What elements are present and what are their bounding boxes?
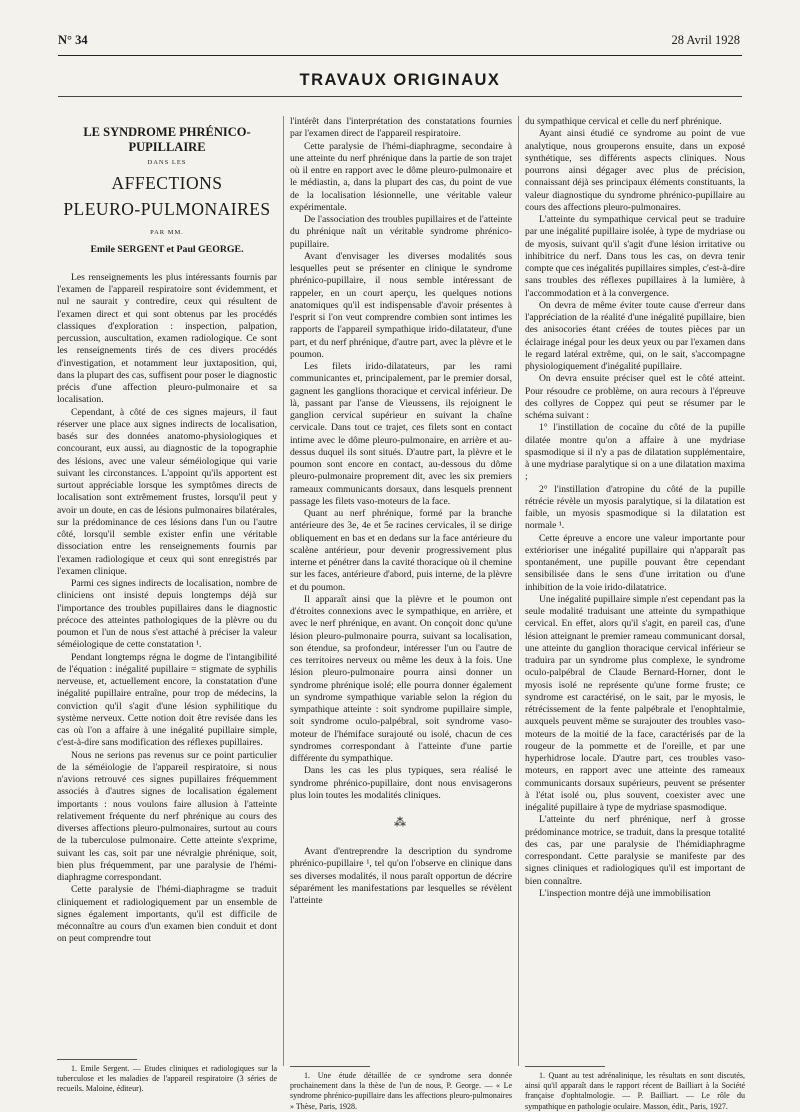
column-2 xyxy=(290,116,512,1111)
paragraph: Une inégalité pupillaire simple n'est cependant pas la seule modalité traduisant une atteinte du sympathique cervical. En effet, alors qu'il s'agit, en pareil cas, d'une lésion atteignant le premier rameau communicant dorsal, une atteinte du ganglion thoracique cervical inférieur se traduira par un syndrome plus complexe, le syndrome oculo-palpébral de Claude Bernard-Horner, dont le myosis isolé ne représente qu'une forme fruste; ce syndrome est caractérisé, on le sait, par le myosis, le rétrécissement de la fente palpébrale et l'enophtalmie, auxquels peuvent même se surajouter des troubles vaso-moteurs de la moitié de la face, caractérisés par de la rougeur de la pommette et de l'oreille, et par une hyperhidrose locale. D'autre part, ces troubles vaso-moteurs, en rapport avec une atteinte des rameaux communicants dorsaux supérieurs, peuvent se présenter à l'état isolé ou, plus souvent, coexister avec une inégalité pupillaire à type de mydriase spasmodique. xyxy=(525,593,745,813)
paragraph: Nous ne serions pas revenus sur ce point particulier de la séméiologie de l'appareil respiratoire, si nous n'avions retrouvé ces signes pupillaires fréquemment associés à d'autres signes de localisation également importants : nous voulons faire allusion à l'atteinte relativement fréquente du nerf phrénique au cours des diverses affections pleuro-pulmonaires, surtout au cours de la tuberculose pulmonaire. Cette atteinte s'exprime, suivant les cas, soit par une névralgie phrénique, soit, bien plus fréquemment, par une paralysie de l'hémi-diaphragme correspondant. xyxy=(57,749,277,883)
footnote-block xyxy=(290,1056,512,1112)
article-title-connector: DANS LES xyxy=(147,159,187,166)
footnote-block xyxy=(57,1049,277,1095)
issue-date: 28 Avril 1928 xyxy=(671,33,740,47)
paragraph: Cette paralysie de l'hémi-diaphragme se traduit cliniquement et radiologiquement par un ensemble de signes également importants, qu'il est difficile de méconnaître au cours d'un examen bien conduit et dont on peut comprendre tout xyxy=(57,884,277,945)
paragraph: Avant d'entreprendre la description du syndrome phrénico-pupillaire ¹, tel qu'on l'observe en clinique dans ses diverses modalités, il nous paraît opportun de décrire séparément les manifestations par lesquelles se révèlent l'atteinte xyxy=(290,846,512,906)
article-title-affections: AFFECTIONS xyxy=(111,173,223,194)
paragraph: Quant au nerf phrénique, formé par la branche antérieure des 3e, 4e et 5e racines cervicales, il se dirige obliquement en bas et en dedans sur la face antérieure du scalène antérieur, pour devenir progressivement plus interne et pénétrer dans la cavité thoracique où il chemine sur les faces, antérieure d'abord, puis interne, de la plèvre et du poumon. xyxy=(290,508,512,593)
paragraph: Les filets irido-dilatateurs, par les rami communicantes et, principalement, par le premier dorsal, gagnent les ganglions thoracique et cervical inférieur. De là, passant par l'anse de Vieussens, ils rejoignent le ganglion cervical supérieur en suivant la chaîne cervicale. Dans tout ce trajet, ces filets sont en contact intime avec le dôme pleuro-pulmonaire, en arrière et au-dessus duquel ils sont situés. D'autre part, la plèvre et le poumon sont encore en contact, au-dessous du dôme pleuro-pulmonaire proprement dit, avec les six premiers rameaux communicants dorsaux, dans lesquels prennent passage les filets vaso-moteurs de la face. xyxy=(290,361,512,507)
paragraph: Pendant longtemps régna le dogme de l'intangibilité de l'équation : inégalité pupillaire = stigmate de syphilis nerveuse, et, actuellement encore, la constatation d'une inégalité pupillaire entraîne, pour trop de médecins, la conviction qu'il s'agit d'une lésion syphilitique du système nerveux. Cette notion doit être revisée dans les cas où l'on a affaire à une inégalité pupillaire simple, c'est-à-dire sans modification des réflexes pupillaires. xyxy=(57,651,277,749)
paragraph: L'inspection montre déjà une immobilisation xyxy=(539,887,711,899)
issue-number: N° 34 xyxy=(58,33,88,47)
footnote-rule xyxy=(525,1066,605,1067)
paragraph: l'intérêt dans l'interprétation des constatations fournies par l'examen direct de l'appareil respiratoire. xyxy=(290,116,512,140)
paragraph: On devra ensuite préciser quel est le côté atteint. Pour résoudre ce problème, on aura recours à l'épreuve des collyres de Coppez qui peut se résumer par le schéma suivant : xyxy=(525,373,745,421)
paragraph: Ayant ainsi étudié ce syndrome au point de vue analytique, nous grouperons ensuite, dans un exposé synthétique, ses différents aspects cliniques. Nous pourrons ainsi dégager avec plus de précision, connaissant déjà ses principaux éléments constituants, la valeur diagnostique du syndrome phrénico-pupillaire au cours des affections pleuro-pulmonaires. xyxy=(525,128,745,213)
paragraph: du sympathique cervical et celle du nerf phrénique. xyxy=(525,116,722,127)
footnote-rule xyxy=(290,1066,370,1067)
header-rule xyxy=(58,55,742,56)
section-separator-stars: ⁂ xyxy=(394,815,408,829)
footnote-block xyxy=(525,1056,745,1112)
column-3 xyxy=(525,116,745,1111)
paragraph: Dans les cas les plus typiques, sera réalisé le syndrome phrénico-pupillaire, dont nous envisagerons plus loin toutes les modalités cliniques. xyxy=(290,765,512,801)
paragraph: Cette paralysie de l'hémi-diaphragme, secondaire à une atteinte du nerf phrénique dans la partie de son trajet où il entre en rapport avec le dôme pleuro-pulmonaire et le médiastin, a, dans la plupart des cas, du point de vue de la localisation lésionnelle, une véritable valeur expérimentale. xyxy=(290,140,512,213)
footnote: 1. Emile Sergent. — Etudes cliniques et radiologiques sur la tuberculose et les maladies de l'appareil respiratoire (3 séries de recueils. Maloine, éditeur). xyxy=(57,1064,277,1094)
paragraph: L'atteinte du sympathique cervical peut se traduire par une inégalité pupillaire isolée, à type de mydriase ou de myosis, suivant qu'il s'agit d'une lésion irritative ou inhibitrice du nerf. Dans tous les cas, on devra tenir compte que ces inégalités pupillaires simples, c'est-à-dire sans troubles des réflexes pupillaires à la lumière, à l'accommodation et à la convergence. xyxy=(525,214,745,299)
footnote: 1. Une étude détaillée de ce syndrome sera donnée prochainement dans la thèse de l'un de nous, P. George. — « Le syndrome phrénico-pupillaire dans les affections pleuro-pulmonaires » Thèse, Paris, 1928. xyxy=(290,1071,512,1111)
article-title: LE SYNDROME PHRÉNICO-PUPILLAIRE xyxy=(83,125,251,154)
paragraph: Les renseignements les plus intéressants fournis par l'examen de l'appareil respiratoire sont évidemment, et nul ne saurait y contredire, ceux qui résultent de l'examen direct et qui sont obtenus par les procédés classiques d'exploration : inspection, palpation, percussion, auscultation, examen radiologique. Ce sont les renseignements tirés de ces divers procédés d'investigation, et notamment leur juxtaposition, qui, dans la plupart des cas, suffisent pour poser le diagnostic précis d'une affection pleuro-pulmonaire et sa localisation. xyxy=(57,271,277,406)
article-title-pleuro: PLEURO-PULMONAIRES xyxy=(63,199,271,220)
paragraph: 2° l'instillation d'atropine du côté de la pupille rétrécie révèle un myosis paralytique, si la dilatation est faible, un myosis spasmodique si la dilatation est normale ¹. xyxy=(525,483,745,532)
paragraph: Cependant, à côté de ces signes majeurs, il faut réserver une place aux signes indirects de localisation, basés sur des données anatomo-physiologiques et concourant, eux aussi, au diagnostic de la topographie des lésions, avec une valeur séméiologique qui varie suivant les circonstances. L'appoint qu'ils apportent est surtout appréciable lorsque les symptômes directs de localisation sont extrêmement frustes, lorsqu'il peut y avoir un doute, en cas de lésions pulmonaires bilatérales, sur la prédominance de ces lésions dans l'un ou l'autre côté, lorsqu'il semble exister enfin une véritable dissociation entre les renseignements fournis par l'examen radiologique et ceux qui sont enregistrés par l'examen clinique. xyxy=(57,406,277,577)
footnote: 1. Quant au test adrénalinique, les résultats en sont discutés, ainsi qu'il apparaît dans le rapport récent de Bailliart à la Société française d'ophtalmologie. — P. Bailliart. — Le rôle du sympathique en pathologie oculaire. Masson, édit., Paris, 1927. xyxy=(525,1071,745,1111)
paragraph: Parmi ces signes indirects de localisation, nombre de cliniciens ont insisté depuis longtemps déjà sur l'importance des troubles pupillaires dans le diagnostic précoce des atteintes pathologiques de la plèvre ou du poumon et l'un de nous s'est attaché à préciser la valeur séméiologique de cette constatation ¹. xyxy=(57,578,277,651)
section-rule xyxy=(58,96,742,97)
column-divider xyxy=(518,116,519,1066)
section-title: TRAVAUX ORIGINAUX xyxy=(299,71,501,89)
article-authors: Emile SERGENT et Paul GEORGE. xyxy=(90,243,244,255)
byline-prefix: PAR MM. xyxy=(150,229,184,237)
column-1 xyxy=(57,119,277,1094)
footnote-rule xyxy=(57,1059,137,1060)
paragraph: L'atteinte du nerf phrénique, nerf à grosse prédominance motrice, se traduit, dans la presque totalité des cas, par une paralysie de l'hémidiaphragme correspondant. Cette paralysie se manifeste par des signes cliniques et radiologiques qu'il est important de bien connaître. xyxy=(525,814,745,887)
paragraph: On devra de même éviter toute cause d'erreur dans l'appréciation de la réalité d'une inégalité pupillaire, bien des anisocories étant créées de toutes pièces par un éclairage inégal pour les deux yeux ou par l'examen dans le regard latéral extrême, qui, on le sait, s'accompagne physiologiquement d'inégalité pupillaire. xyxy=(525,299,745,372)
column-divider xyxy=(283,116,284,1066)
paragraph: 1° l'instillation de cocaïne du côté de la pupille dilatée montre qu'on a affaire à une mydriase spasmodique si il n'y a pas de dilatation supplémentaire, à une mydriase paralytique si on a une dilatation maxima ; xyxy=(525,422,745,483)
paragraph: Avant d'envisager les diverses modalités sous lesquelles peut se présenter en clinique le syndrome phrénico-pupillaire, il nous semble intéressant de rappeler, en un court aperçu, les quelques notions anatomiques qu'il est indispensable d'avoir présentes à l'esprit si l'on veut comprendre combien sont intimes les rapports de l'appareil sympathique irido-dilatateur, d'une part, et du nerf phrénique, d'autre part, avec la plèvre et le poumon. xyxy=(290,250,512,360)
paragraph: Il apparaît ainsi que la plèvre et le poumon ont d'étroites connexions avec le sympathique, en arrière, et avec le nerf phrénique, en avant. On conçoit donc qu'une lésion pleuro-pulmonaire pourra, suivant sa localisation, son étendue, sa profondeur, intéresser l'un ou l'autre de ces territoires nerveux ou même les deux à la fois. Une lésion pleuro-pulmonaire pourra ainsi donner un syndrome phrénique isolé; elle pourra donner également un syndrome sympathique variable selon la région du sympathique atteinte : soit syndrome pupillaire simple, soit syndrome oculo-palpébral, soit syndrome vaso-moteur de l'hémiface surajouté ou isolé, chacun de ces syndromes correspondant à l'atteinte d'une partie différente du sympathique. xyxy=(290,593,512,764)
paragraph: Cette épreuve a encore une valeur importante pour extérioriser une inégalité pupillaire qui n'apparaît pas spontanément, une pupille pouvant être cependant sensibilisée dans le sens d'une irritation ou d'une inhibition de la voie irido-dilatatrice. xyxy=(525,532,745,593)
paragraph: De l'association des troubles pupillaires et de l'atteinte du phrénique naît un véritable syndrome phrénico-pupillaire. xyxy=(290,214,512,250)
